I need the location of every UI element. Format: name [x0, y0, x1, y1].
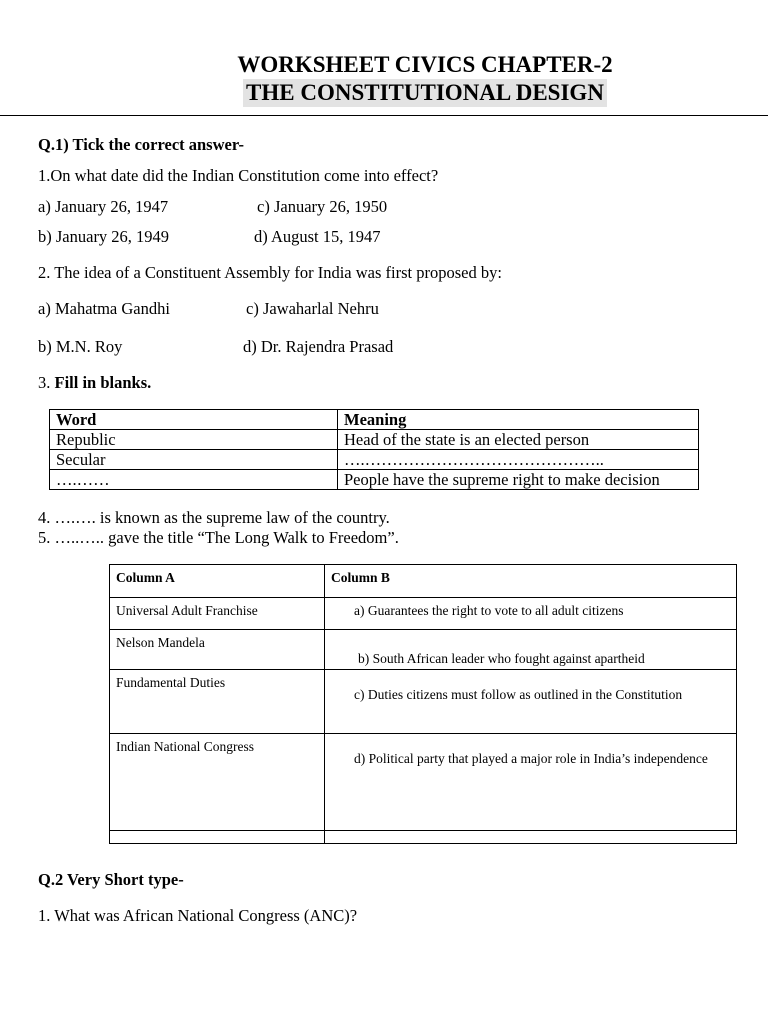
- chapter-title-wrap: [0, 79, 768, 107]
- table-header-row: [50, 410, 699, 430]
- table-cell-meaning: People have the supreme right to make decision: [338, 470, 699, 490]
- table-cell-column-a: Fundamental Duties: [110, 670, 325, 734]
- q1-item1-option-d: d) August 15, 1947: [254, 227, 381, 246]
- table-cell-meaning: Head of the state is an elected person: [338, 430, 699, 450]
- match-option: a) Guarantees the right to vote to all adult citizens: [354, 603, 624, 618]
- worksheet-title: WORKSHEET CIVICS CHAPTER-2: [237, 52, 613, 77]
- table-row: [50, 470, 699, 490]
- table-cell-word: ….……: [50, 470, 338, 490]
- table-header-column-b: Column B: [325, 565, 737, 598]
- table-header-meaning: Meaning: [338, 410, 699, 430]
- fill-blanks-table: [49, 409, 699, 490]
- q1-item3: [38, 373, 151, 393]
- table-cell-column-a: [110, 831, 325, 844]
- table-row: [110, 670, 737, 734]
- match-option: b) South African leader who fought against apartheid: [358, 651, 645, 666]
- match-option: d) Political party that played a major role in India’s independence: [354, 751, 708, 766]
- q1-item2-option-c: c) Jawaharlal Nehru: [246, 299, 379, 318]
- table-cell-column-a: Indian National Congress: [110, 734, 325, 831]
- table-cell-word: Republic: [50, 430, 338, 450]
- table-row: [110, 831, 737, 844]
- header-divider: [0, 115, 768, 116]
- q1-item2-option-d: d) Dr. Rajendra Prasad: [243, 337, 394, 356]
- table-cell-column-b: [325, 734, 737, 831]
- q1-heading: Q.1) Tick the correct answer-: [38, 135, 245, 154]
- table-row: [110, 630, 737, 670]
- q1-item5: 5. …..….. gave the title “The Long Walk to Freedom”.: [38, 528, 399, 547]
- q1-item2-option-b: b) M.N. Roy: [38, 337, 123, 356]
- q1-item1-option-b: b) January 26, 1949: [38, 227, 170, 246]
- chapter-title: THE CONSTITUTIONAL DESIGN: [243, 79, 607, 107]
- table-cell-column-b: [325, 831, 737, 844]
- q1-item4: 4. ….…. is known as the supreme law of the country.: [38, 508, 390, 527]
- q2-item1: 1. What was African National Congress (ANC)?: [38, 906, 358, 925]
- q1-item1-question: 1.On what date did the Indian Constitution come into effect?: [38, 166, 439, 185]
- q2-heading: Q.2 Very Short type-: [38, 870, 184, 889]
- table-cell-column-a: Nelson Mandela: [110, 630, 325, 670]
- table-cell-column-b: [325, 630, 737, 670]
- table-cell-column-b: [325, 598, 737, 630]
- table-cell-meaning: ….……………………………………..: [338, 450, 699, 470]
- table-cell-column-a: Universal Adult Franchise: [110, 598, 325, 630]
- match-columns-table: [109, 564, 737, 844]
- q1-item2-option-a: a) Mahatma Gandhi: [38, 299, 170, 318]
- table-cell-word: Secular: [50, 450, 338, 470]
- table-row: [50, 450, 699, 470]
- table-header-word: Word: [50, 410, 338, 430]
- q1-item3-label: Fill in blanks.: [54, 373, 152, 392]
- table-row: [110, 734, 737, 831]
- match-option: c) Duties citizens must follow as outlined in the Constitution: [354, 687, 683, 702]
- table-row: [110, 598, 737, 630]
- table-row: [50, 430, 699, 450]
- q1-item1-option-a: a) January 26, 1947: [38, 197, 169, 216]
- table-header-row: [110, 565, 737, 598]
- table-cell-column-b: [325, 670, 737, 734]
- q1-item1-option-c: c) January 26, 1950: [257, 197, 388, 216]
- q1-item2-question: 2. The idea of a Constituent Assembly for India was first proposed by:: [38, 263, 502, 282]
- table-header-column-a: Column A: [110, 565, 325, 598]
- q1-item3-number: 3.: [38, 373, 51, 392]
